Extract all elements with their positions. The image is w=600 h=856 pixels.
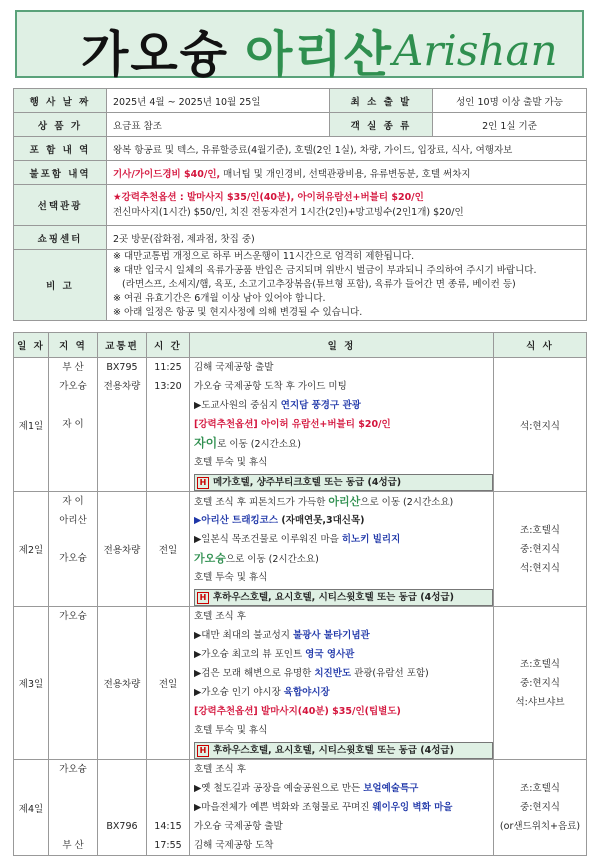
itinerary-text: (자매연못,3대신목)	[281, 515, 365, 526]
room-label: 객 실 종 류	[330, 113, 433, 137]
time: 14:15	[154, 821, 182, 832]
itinerary-text: 관광(유람선 포함)	[351, 668, 429, 679]
shop-label: 쇼핑센터	[14, 226, 107, 250]
itinerary-line: 호텔 투숙 및 휴식	[194, 572, 268, 583]
itinerary-text: 로 이동 (2시간소요)	[217, 439, 301, 450]
note-line: ※ 아래 일정은 항공 및 현지사정에 의해 변경될 수 있습니다.	[113, 307, 363, 318]
itinerary-highlight: 육합야시장	[283, 687, 330, 698]
itinerary-highlight: 히노키 빌리지	[341, 534, 401, 545]
itinerary-text: 으로 이동 (2시간소요)	[225, 554, 319, 565]
note-line: ※ 여권 유효기간은 6개월 이상 남아 있어야 합니다.	[113, 293, 326, 304]
region: 자 이	[62, 419, 84, 430]
itinerary-line: 호텔 투숙 및 휴식	[194, 457, 268, 468]
header-itinerary: 일 정	[190, 333, 494, 358]
itinerary-line	[194, 664, 493, 683]
room-value: 2인 1실 기준	[433, 113, 587, 137]
region: 아리산	[59, 515, 87, 526]
hotel-bar	[194, 742, 493, 759]
header-time: 시 간	[147, 333, 190, 358]
exclude-value	[107, 161, 587, 185]
day1-row	[14, 358, 587, 492]
region: 가오슝	[59, 611, 87, 622]
meal: (or샌드위치+음료)	[499, 821, 581, 832]
region: 가오슝	[59, 381, 87, 392]
day4-label: 제4일	[14, 760, 49, 856]
itinerary-highlight: 보얼예술특구	[363, 783, 419, 794]
itinerary-line	[194, 530, 493, 549]
itinerary-option: [강력추천옵션] 발마사지(40분) $35/인(팁별도)	[194, 706, 401, 717]
include-value: 왕복 항공료 및 텍스, 유류할증료(4월기준), 호텔(2인 1실), 차량, 가이드, 입장료, 식사, 여행자보	[107, 137, 587, 161]
meal: 중:현지식	[520, 677, 560, 689]
itinerary-highlight: 자이	[194, 436, 218, 450]
itinerary-line: 호텔 투숙 및 휴식	[194, 725, 268, 736]
time: 13:20	[154, 381, 182, 392]
itinerary-text: 으로 이동 (2시간소요)	[360, 497, 454, 508]
include-label: 포 함 내 역	[14, 137, 107, 161]
header-meal: 식 사	[494, 333, 587, 358]
min-label: 최 소 출 발	[330, 89, 433, 113]
price-value: 요금표 참조	[107, 113, 330, 137]
day4-transport	[98, 760, 147, 856]
day1-region	[49, 358, 98, 492]
day4-itinerary	[190, 760, 494, 856]
option-value	[107, 185, 587, 226]
itinerary-line	[194, 511, 493, 530]
region: 가오슝	[59, 764, 87, 775]
day1-label: 제1일	[14, 358, 49, 492]
day3-itinerary	[190, 607, 494, 760]
flight: BX795	[106, 362, 138, 373]
header-region: 지 역	[49, 333, 98, 358]
option-line-2: 전신마사지(1시간) $50/인, 치진 전동자전거 1시간(2인)+망고빙수(2인1개) $20/인	[113, 207, 464, 218]
itinerary-line	[194, 492, 493, 511]
day4-region	[49, 760, 98, 856]
itinerary-highlight: 아리산	[328, 495, 361, 508]
day1-meal: 석:현지식	[494, 358, 587, 492]
itinerary-text: ▶대만 최대의 불교성지	[194, 630, 293, 641]
min-value: 성인 10명 이상 출발 가능	[433, 89, 587, 113]
flight: BX796	[106, 821, 138, 832]
time: 11:25	[154, 362, 182, 373]
itinerary-text: ▶검은 모래 해변으로 유명한	[194, 668, 315, 679]
title-korean-2: 아리산	[245, 26, 394, 83]
hotel-bar	[194, 474, 493, 491]
hotel-icon: H	[197, 745, 209, 757]
itinerary-line: 가오슝 국제공항 출발	[194, 821, 283, 832]
region: 부 산	[62, 362, 84, 373]
itinerary-line: 김해 국제공항 출발	[194, 362, 274, 373]
shop-value: 2곳 방문(잡화점, 제과점, 찻집 중)	[107, 226, 587, 250]
hotel-bar	[194, 589, 493, 606]
itinerary-text: ▶가오슝 최고의 뷰 포인트	[194, 649, 306, 660]
day2-meal	[494, 492, 587, 607]
day2-row	[14, 492, 587, 607]
day2-label: 제2일	[14, 492, 49, 607]
note-value	[107, 250, 587, 321]
itinerary-line	[194, 396, 493, 415]
note-line: (라면스프, 소세지/햄, 육포, 소고기고추장볶음(튜브형 포함), 육류가 들어간 면 종류, 베이컨 등)	[113, 279, 516, 290]
time: 17:55	[154, 840, 182, 851]
note-line: ※ 대만교통법 개정으로 하루 버스운행이 11시간으로 엄격히 제한됩니다.	[113, 251, 415, 262]
day4-meal	[494, 760, 587, 856]
option-label: 선택관광	[14, 185, 107, 226]
day1-itinerary	[190, 358, 494, 492]
meal: 조:호텔식	[520, 783, 560, 794]
itinerary-highlight: 가오슝	[194, 552, 226, 565]
day3-region	[49, 607, 98, 760]
hotel-name: 메가호텔, 샹주부티크호텔 또는 동급 (4성급)	[213, 477, 402, 488]
title-banner	[15, 10, 584, 83]
itinerary-text: ▶마을전체가 예쁜 벽화와 조형물로 꾸며진	[194, 802, 373, 813]
itinerary-text: ▶옛 철도길과 공장을 예술공원으로 만든	[194, 783, 364, 794]
note-line: ※ 대만 입국시 일체의 육류가공품 반입은 금지되며 위반시 벌금이 부과되니 주의하여 주시기 바랍니다.	[113, 265, 537, 276]
day3-row	[14, 607, 587, 760]
info-table	[13, 88, 587, 321]
region: 가오슝	[59, 553, 87, 564]
region: 부 산	[62, 840, 84, 851]
itinerary-option: [강력추천옵션] 아이허 유람선+버블티 $20/인	[194, 419, 391, 430]
region: 자 이	[62, 496, 84, 507]
option-line-1: ★강력추천옵션 : 발마사지 $35/인(40분), 아이허유람선+버블티 $20/인	[113, 192, 424, 203]
day2-transport: 전용차량	[98, 492, 147, 607]
price-label: 상 품 가	[14, 113, 107, 137]
meal: 조:호텔식	[520, 524, 560, 536]
itinerary-text: ▶일본식 목조건물로 이루워진 마을	[194, 534, 342, 545]
day1-time	[147, 358, 190, 492]
itinerary-highlight: 연지담 풍경구 관광	[280, 400, 361, 411]
title-korean-1: 가오슝	[81, 26, 230, 83]
itinerary-text: ▶도교사원의 중심지	[194, 400, 281, 411]
hotel-name: 후하우스호텔, 요시호텔, 시티스윗호텔 또는 동급 (4성급)	[213, 745, 454, 756]
transport: 전용차량	[103, 381, 141, 392]
day1-transport	[98, 358, 147, 492]
itinerary-line	[194, 434, 493, 453]
meal: 중:현지식	[520, 802, 560, 813]
itinerary-highlight: 웨이우잉 벽화 마을	[372, 802, 453, 813]
itinerary-highlight: 영국 영사관	[305, 649, 355, 660]
title-english: Arishan	[393, 26, 558, 75]
exclude-guide-fee: 기사/가이드경비 $40/인,	[113, 168, 221, 180]
itinerary-line	[194, 779, 493, 798]
exclude-rest: 매너팁 및 개인경비, 선택관광비용, 유류변동분, 호텔 써차지	[220, 168, 471, 180]
meal: 석:샤브샤브	[515, 696, 565, 708]
itinerary-highlight: 불광사 불타기념관	[292, 630, 370, 641]
day4-row	[14, 760, 587, 856]
day4-time	[147, 760, 190, 856]
day3-time: 전일	[147, 607, 190, 760]
itinerary-line: 호텔 조식 후	[194, 764, 246, 775]
itinerary-highlight: 치진반도	[314, 668, 352, 679]
hotel-name: 후하우스호텔, 요시호텔, 시티스윗호텔 또는 동급 (4성급)	[213, 592, 454, 603]
day2-region	[49, 492, 98, 607]
note-label: 비 고	[14, 250, 107, 321]
itinerary-highlight: ▶아리산 트래킹코스	[194, 515, 282, 526]
itinerary-line: 호텔 조식 후	[194, 611, 246, 622]
exclude-label: 불포함 내역	[14, 161, 107, 185]
itinerary-text: ▶가오슝 인기 야시장	[194, 687, 284, 698]
hotel-icon: H	[197, 477, 209, 489]
day3-label: 제3일	[14, 607, 49, 760]
hotel-icon: H	[197, 592, 209, 604]
period-label: 행 사 날 짜	[14, 89, 107, 113]
day2-itinerary	[190, 492, 494, 607]
day3-transport: 전용차량	[98, 607, 147, 760]
itinerary-line	[194, 798, 493, 817]
itinerary-line	[194, 645, 493, 664]
itinerary-line: 가오슝 국제공항 도착 후 가이드 미팅	[194, 381, 347, 392]
itinerary-line	[194, 683, 493, 702]
itinerary-text: 호텔 조식 후 피톤치드가 가득한	[194, 497, 329, 508]
day2-time: 전일	[147, 492, 190, 607]
day3-meal	[494, 607, 587, 760]
meal: 조:호텔식	[520, 658, 560, 670]
schedule-table	[13, 332, 587, 856]
header-transport: 교통편	[98, 333, 147, 358]
period-value: 2025년 4월 ~ 2025년 10월 25일	[107, 89, 330, 113]
header-day: 일 자	[14, 333, 49, 358]
meal: 중:현지식	[520, 543, 560, 555]
itinerary-line: 김해 국제공항 도착	[194, 840, 274, 851]
itinerary-line	[194, 626, 493, 645]
itinerary-line	[194, 549, 493, 568]
meal: 석:현지식	[520, 562, 560, 574]
